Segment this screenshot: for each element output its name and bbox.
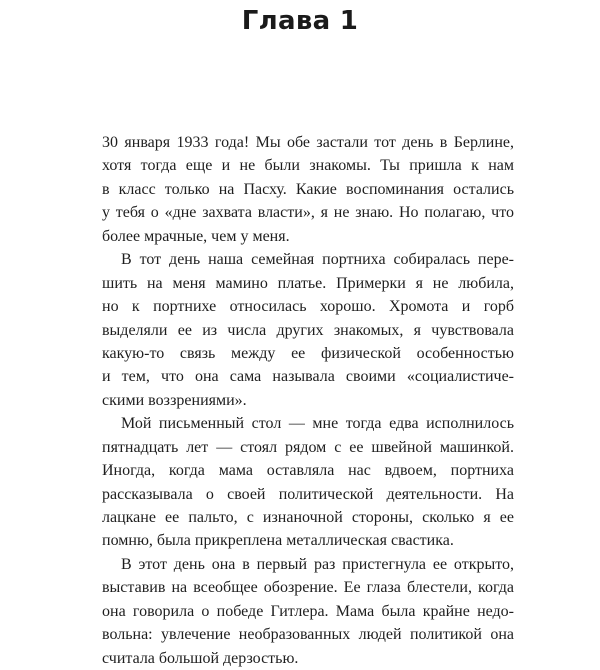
paragraph [102, 412, 514, 553]
text-line: Мой письменный стол — мне тогда едва исполнилось [121, 415, 514, 433]
text-line: какую-то связь между ее физической особенностью [102, 344, 514, 362]
text-line: лацкане ее пальто, с изнаночной стороны, сколько я ее [102, 509, 514, 526]
text-line: выделяли ее из числа других знакомых, я чувствовала [102, 321, 514, 339]
paragraph [102, 553, 514, 670]
text-line: скими воззрениями». [102, 391, 247, 409]
text-line: помню, была прикреплена металлическая свастика. [102, 532, 454, 550]
text-line: В тот день наша семейная портниха собиралась пере- [121, 251, 514, 269]
text-line: и тем, что она сама называла своими «социалистиче- [102, 368, 514, 386]
paragraph [102, 248, 514, 412]
text-line: хотя тогда еще и не были знакомы. Ты пришла к нам [102, 157, 514, 175]
text-line: Иногда, когда мама оставляла нас вдвоем, портниха [102, 462, 514, 480]
body-text [102, 131, 514, 670]
text-line: пятнадцать лет — стоял рядом с ее швейной машинкой. [102, 438, 514, 456]
text-line: выставив на всеобщее обозрение. Ее глаза блестели, когда [102, 579, 514, 597]
text-line: считала большой дерзостью. [102, 649, 299, 667]
text-line: шить на меня мамино платье. Примерки я не любила, [102, 274, 514, 292]
text-line: в класс только на Пасху. Какие воспоминания остались [102, 180, 514, 198]
text-line: у тебя о «дне захвата власти», я не знаю. Но полагаю, что [102, 204, 514, 222]
text-line: рассказывала о своей политической деятельности. На [102, 485, 514, 503]
text-line: более мрачные, чем у меня. [102, 227, 290, 245]
text-line: она говорила о победе Гитлера. Мама была крайне недо- [102, 602, 514, 620]
text-line: но к портнихе относилась хорошо. Хромота и горб [102, 298, 514, 316]
text-line: вольна: увлечение необразованных людей политикой она [102, 626, 514, 644]
chapter-title: Глава 1 [241, 6, 359, 36]
text-line: 30 января 1933 года! Мы обе застали тот день в Берлине, [102, 134, 514, 151]
text-line: В этот день она в первый раз пристегнула ее открыто, [121, 555, 514, 573]
paragraph [102, 131, 514, 248]
